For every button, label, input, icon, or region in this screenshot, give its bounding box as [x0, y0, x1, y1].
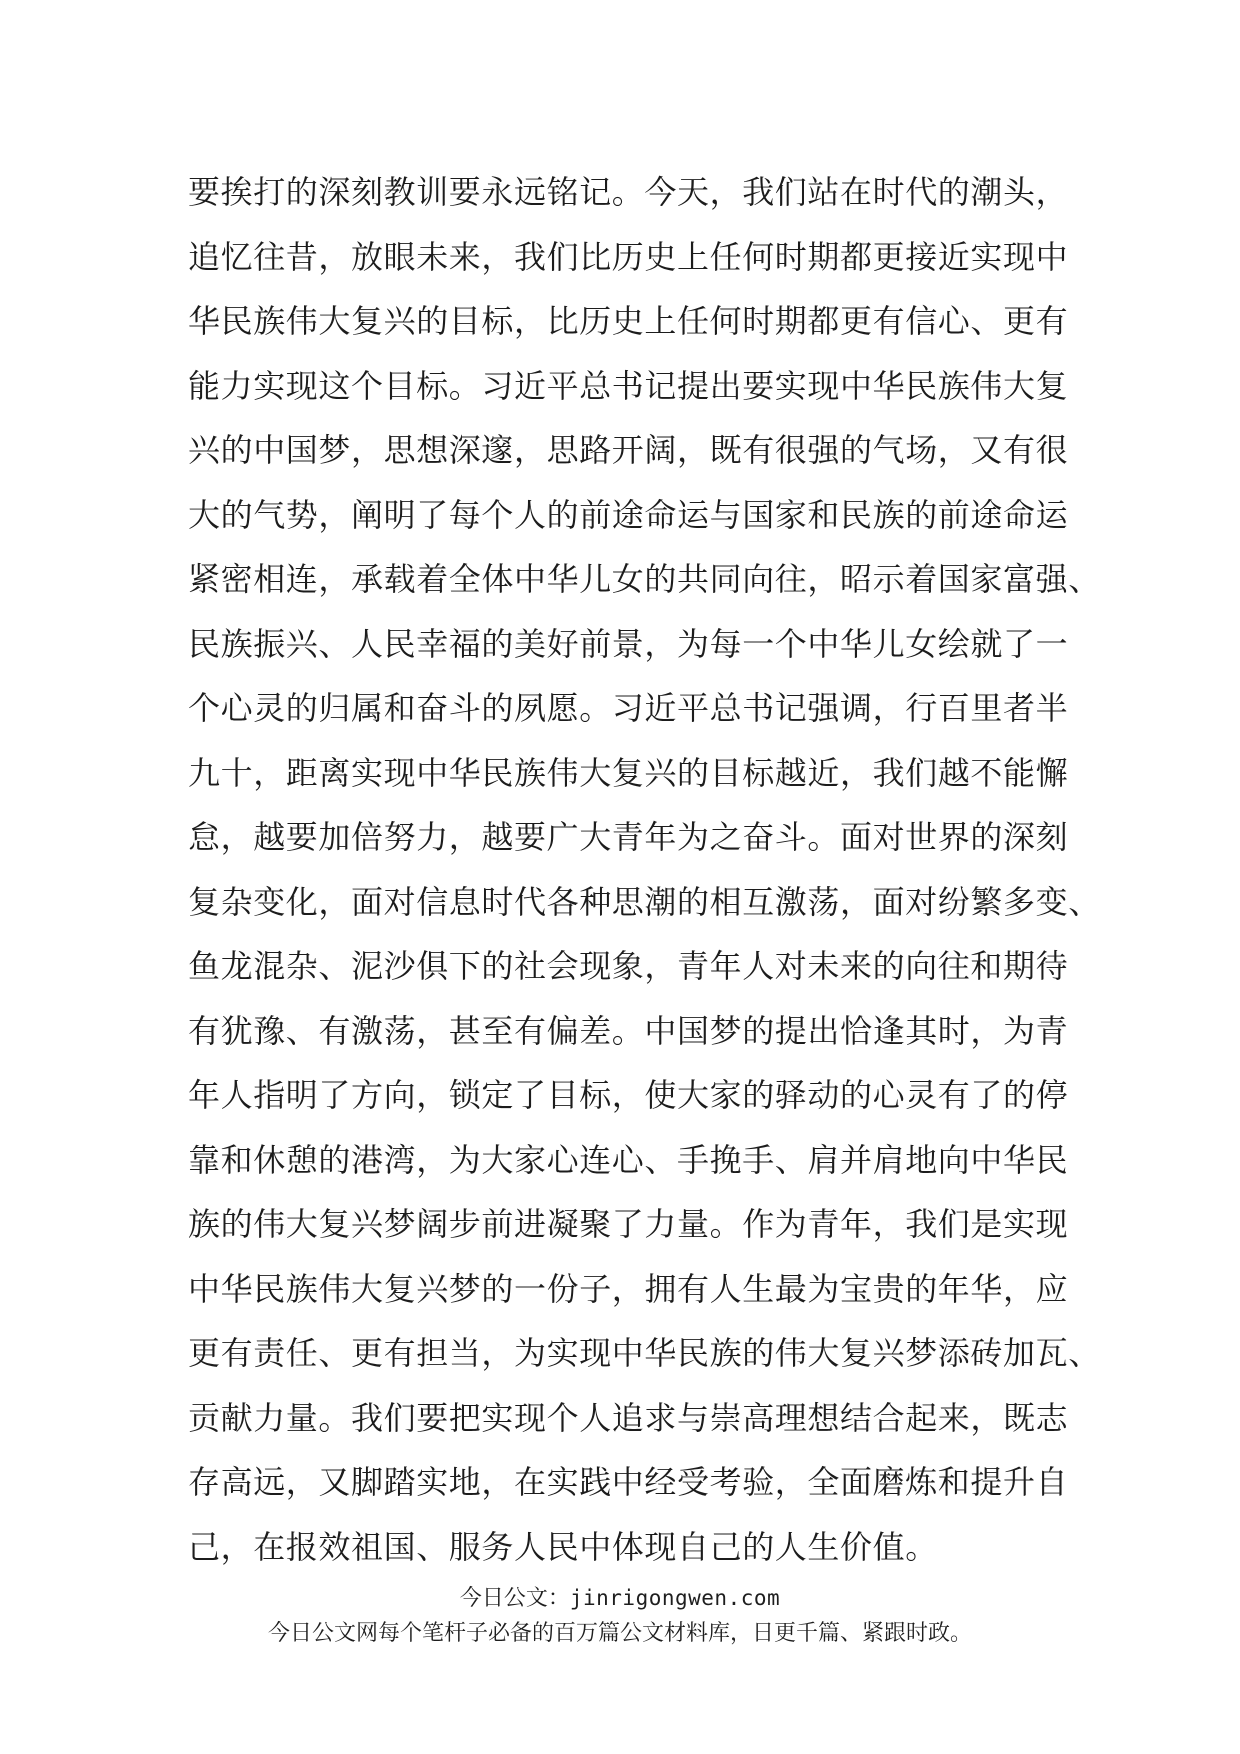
footer-tagline: 今日公文网每个笔杆子必备的百万篇公文材料库，日更千篇、紧跟时政。 — [267, 1621, 972, 1646]
text-line: 兴的中国梦，思想深邃，思路开阔，既有很强的气场，又有很 — [188, 431, 1069, 469]
text-line: 民族振兴、人民幸福的美好前景，为每一个中华儿女绘就了一 — [188, 624, 1069, 663]
footer-source-link[interactable]: jinrigongwen.com — [569, 1586, 781, 1610]
text-line: 复杂变化，面对信息时代各种思潮的相互激荡，面对纷繁多变、 — [188, 882, 1101, 921]
text-line: 存高远，又脚踏实地，在实践中经受考验，全面磨炼和提升自 — [188, 1463, 1069, 1501]
text-line: 靠和休憩的港湾，为大家心连心、手挽手、肩并肩地向中华民 — [188, 1140, 1069, 1179]
text-line: 华民族伟大复兴的目标，比历史上任何时期都更有信心、更有 — [188, 302, 1069, 340]
body-text — [188, 160, 1101, 1579]
text-line: 紧密相连，承载着全体中华儿女的共同向往，昭示着国家富强、 — [188, 560, 1101, 598]
text-line: 年人指明了方向，锁定了目标，使大家的驿动的心灵有了的停 — [188, 1076, 1069, 1114]
text-line: 己，在报效祖国、服务人民中体现自己的人生价值。 — [188, 1527, 938, 1566]
text-line: 能力实现这个目标。习近平总书记提出要实现中华民族伟大复 — [188, 366, 1069, 405]
footer-source-label: 今日公文： — [459, 1586, 570, 1611]
text-line: 鱼龙混杂、泥沙俱下的社会现象，青年人对未来的向往和期待 — [188, 947, 1069, 985]
page-footer — [0, 1582, 1240, 1653]
text-line: 要挨打的深刻教训要永远铭记。今天，我们站在时代的潮头， — [188, 173, 1069, 211]
text-line: 更有责任、更有担当，为实现中华民族的伟大复兴梦添砖加瓦、 — [188, 1334, 1101, 1372]
text-line: 族的伟大复兴梦阔步前进凝聚了力量。作为青年，我们是实现 — [188, 1205, 1069, 1243]
text-line: 有犹豫、有激荡，甚至有偏差。中国梦的提出恰逢其时，为青 — [188, 1011, 1069, 1050]
text-line: 九十，距离实现中华民族伟大复兴的目标越近，我们越不能懈 — [188, 753, 1069, 792]
text-line: 怠，越要加倍努力，越要广大青年为之奋斗。面对世界的深刻 — [188, 818, 1069, 856]
text-line: 中华民族伟大复兴梦的一份子，拥有人生最为宝贵的年华，应 — [188, 1269, 1069, 1308]
text-line: 追忆往昔，放眼未来，我们比历史上任何时期都更接近实现中 — [188, 237, 1069, 276]
text-line: 大的气势，阐明了每个人的前途命运与国家和民族的前途命运 — [188, 495, 1069, 534]
text-line: 贡献力量。我们要把实现个人追求与崇高理想结合起来，既志 — [188, 1398, 1069, 1437]
text-line: 个心灵的归属和奋斗的夙愿。习近平总书记强调，行百里者半 — [188, 689, 1069, 727]
footer-source — [0, 1582, 1240, 1615]
